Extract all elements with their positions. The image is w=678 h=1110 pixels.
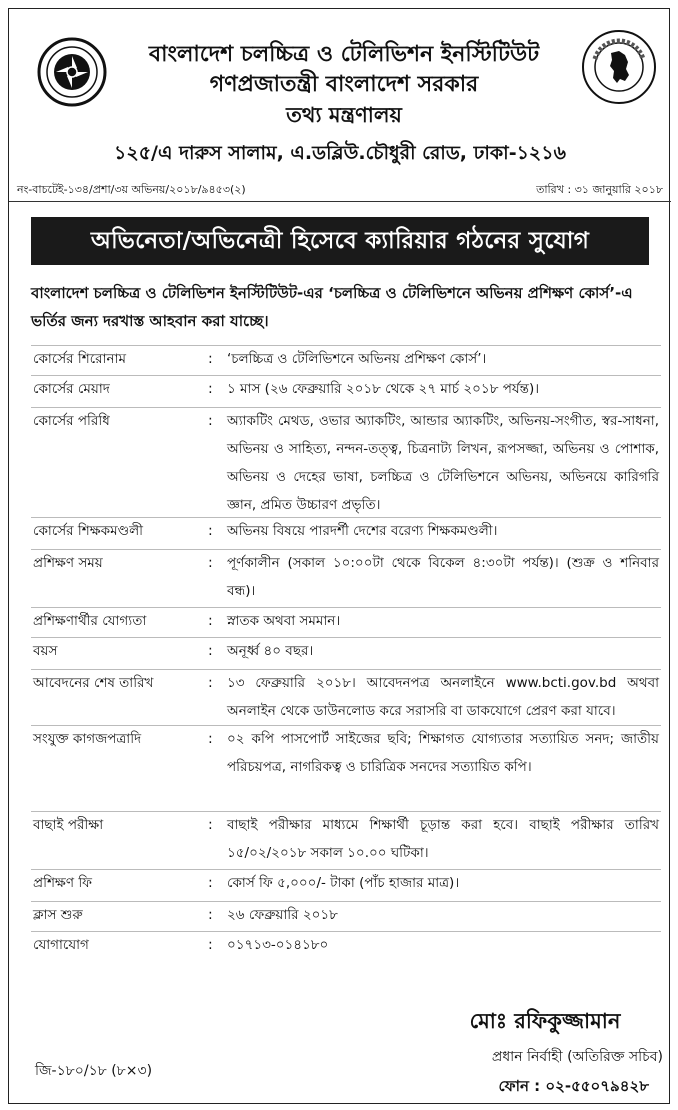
headline-banner: অভিনেতা/অভিনেত্রী হিসেবে ক্যারিয়ার গঠনের সুযোগ xyxy=(31,217,649,265)
detail-value: পূর্ণকালীন (সকাল ১০:০০টা থেকে বিকেল ৪:৩০টা পর্যন্ত)। (শুক্র ও শনিবার বন্ধ)। xyxy=(227,555,659,599)
detail-colon: : xyxy=(208,675,213,691)
detail-colon: : xyxy=(208,555,213,571)
detail-label: বয়স xyxy=(33,643,58,659)
signatory-name: মোঃ রফিকুজ্জামান xyxy=(469,1009,621,1033)
institute-logo xyxy=(37,37,107,107)
memo-number: নং-বাচটেই-১৩৪/প্রশা/৩য় অভিনয়/২০১৮/৯৪৫৩(২) xyxy=(17,183,246,196)
detail-value: অভিনয় বিষয়ে পারদর্শী দেশের বরেণ্য শিক্ষকমণ্ডলী। xyxy=(227,523,498,539)
signatory-title: প্রধান নির্বাহী (অতিরিক্ত সচিব) xyxy=(491,1049,663,1065)
detail-colon: : xyxy=(208,817,213,833)
detail-label: কোর্সের মেয়াদ xyxy=(33,381,110,397)
notice-header xyxy=(9,9,671,177)
detail-colon: : xyxy=(208,523,213,539)
detail-value: বাছাই পরীক্ষার মাধ্যমে শিক্ষার্থী চূড়ান্ত করা হবে। বাছাই পরীক্ষার তারিখ ১৫/০২/২০১৮ সকাল ১০.০০ ঘটিকা। xyxy=(227,817,659,861)
detail-value: স্নাতক অথবা সমমান। xyxy=(227,613,341,629)
detail-label: প্রশিক্ষণ ফি xyxy=(33,875,93,891)
detail-value: অ্যাকটিং মেথড, ওভার অ্যাকটিং, আন্ডার অ্যাকটিং, অভিনয়-সংগীত, স্বর-সাধনা, অভিনয় ও সাহিত্য, নন্দন-তত্ত্ব, চিত্রনাট্য লিখন, রূপসজ্জা, অভিনয় ও পোশাক, অভিনয় ও দেহের ভাষা, চলচ্চিত্র ও টেলিভিশনে অভিনয়, অভিনয়ে কারিগরি জ্ঞান, প্রমিত উচ্চারণ প্রভৃতি। xyxy=(227,413,659,513)
detail-colon: : xyxy=(208,731,213,747)
detail-label: কোর্সের শিক্ষকমণ্ডলী xyxy=(33,523,143,539)
memo-date: তারিখ : ৩১ জানুয়ারি ২০১৮ xyxy=(536,183,663,196)
detail-value: ‘চলচ্চিত্র ও টেলিভিশনে অভিনয় প্রশিক্ষণ কোর্স’। xyxy=(227,351,487,367)
detail-colon: : xyxy=(208,875,213,891)
institute-address: ১২৫/এ দারুস সালাম, এ.ডব্লিউ.চৌধুরী রোড, ঢাকা-১২১৬ xyxy=(114,142,566,164)
detail-label: আবেদনের শেষ তারিখ xyxy=(33,675,154,691)
detail-label: প্রশিক্ষণার্থীর যোগ্যতা xyxy=(33,613,147,629)
detail-value: কোর্স ফি ৫,০০০/- টাকা (পাঁচ হাজার মাত্র)। xyxy=(227,875,460,891)
signatory-phone: ফোন : ০২-৫৫০৭৯৪২৮ xyxy=(498,1077,649,1095)
detail-value: ১ মাস (২৬ ফেব্রুয়ারি ২০১৮ থেকে ২৭ মার্চ ২০১৮ পর্যন্ত)। xyxy=(227,381,540,397)
detail-value: ১৩ ফেব্রুয়ারি ২০১৮। আবেদনপত্র অনলাইনে www.bcti.gov.bd অথবা অনলাইন থেকে ডাউনলোড করে সরাসরি বা ডাকযোগে প্রেরণ করা যাবে। xyxy=(227,675,659,719)
notice-frame xyxy=(8,8,670,1104)
divider-line xyxy=(9,201,671,202)
intro-paragraph: বাংলাদেশ চলচ্চিত্র ও টেলিভিশন ইনস্টিটিউট-এর ‘চলচ্চিত্র ও টেলিভিশনে অভিনয় প্রশিক্ষণ কোর্স’-এ ভর্তির জন্য দরখাস্ত আহবান করা যাচ্ছে। xyxy=(31,284,633,330)
institute-name: বাংলাদেশ চলচ্চিত্র ও টেলিভিশন ইনস্টিটিউট xyxy=(148,42,540,67)
detail-colon: : xyxy=(208,351,213,367)
detail-label: কোর্সের পরিধি xyxy=(33,413,110,429)
government-seal xyxy=(581,29,657,105)
reference-code: জি-১৮০/১৮ (৮×৩) xyxy=(35,1063,153,1079)
cropped-top-text xyxy=(0,0,678,8)
detail-value: অনূর্ধ্ব ৪০ বছর। xyxy=(227,643,314,659)
detail-colon: : xyxy=(208,613,213,629)
detail-label: যোগাযোগ xyxy=(33,937,89,953)
detail-colon: : xyxy=(208,381,213,397)
detail-value: ০১৭১৩-০১৪১৮০ xyxy=(227,937,329,953)
memo-row xyxy=(17,177,663,199)
detail-colon: : xyxy=(208,643,213,659)
detail-label: সংযুক্ত কাগজপত্রাদি xyxy=(33,731,142,747)
detail-value: ০২ কপি পাসপোর্ট সাইজের ছবি; শিক্ষাগত যোগ্যতার সত্যায়িত সনদ; জাতীয় পরিচয়পত্র, নাগরিকত্ব ও চারিত্রিক সনদের সত্যায়িত কপি। xyxy=(227,731,659,775)
detail-label: ক্লাস শুরু xyxy=(33,907,83,923)
detail-colon: : xyxy=(208,413,213,429)
detail-colon: : xyxy=(208,907,213,923)
detail-label: প্রশিক্ষণ সময় xyxy=(33,555,103,571)
detail-value: ২৬ ফেব্রুয়ারি ২০১৮ xyxy=(227,907,338,923)
government-name: গণপ্রজাতন্ত্রী বাংলাদেশ সরকার xyxy=(209,72,479,97)
detail-colon: : xyxy=(208,937,213,953)
detail-label: কোর্সের শিরোনাম xyxy=(33,351,126,367)
ministry-name: তথ্য মন্ত্রণালয় xyxy=(286,103,402,127)
detail-label: বাছাই পরীক্ষা xyxy=(33,817,104,833)
